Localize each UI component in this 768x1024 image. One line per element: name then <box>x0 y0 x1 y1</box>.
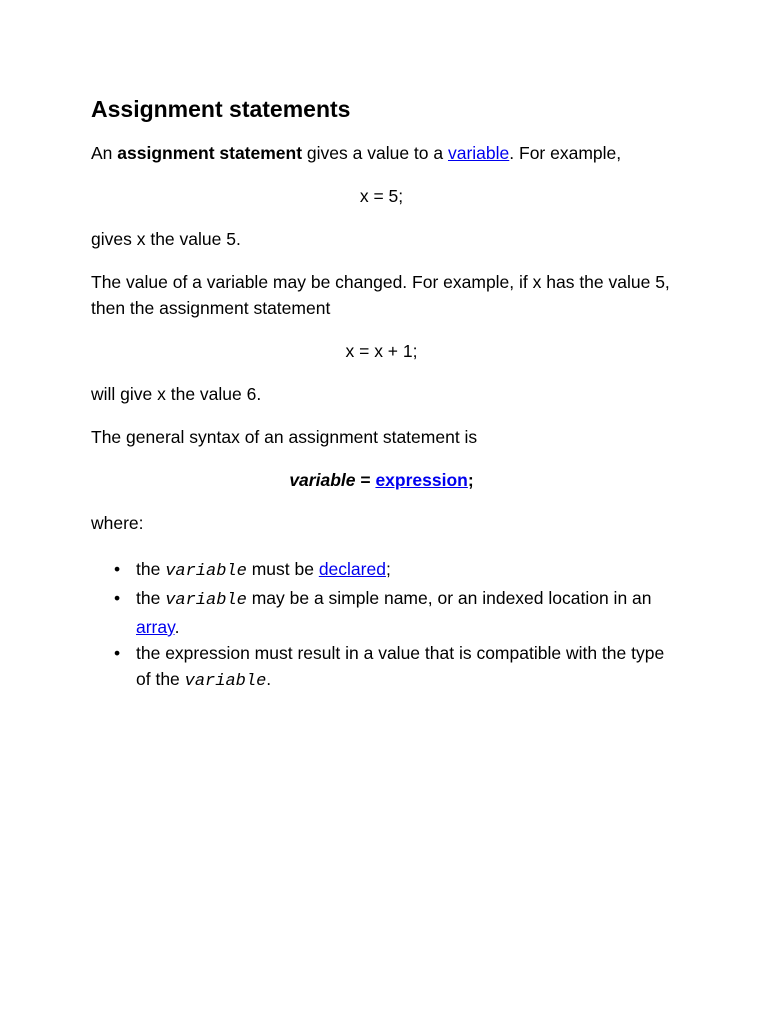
page-title: Assignment statements <box>91 96 351 122</box>
example-1: x = 5; <box>359 186 404 206</box>
expression-link[interactable]: expression <box>375 470 468 490</box>
bullet-icon: • <box>114 588 121 608</box>
code-term: variable <box>165 562 247 581</box>
list-item-text: ; <box>385 559 391 579</box>
syntax-variable: variable <box>289 470 356 490</box>
syntax-line <box>91 467 672 493</box>
intro-text-2: gives a value to a <box>302 143 448 163</box>
variable-link[interactable]: variable <box>447 143 510 163</box>
list-item-text: the <box>136 588 166 608</box>
array-link[interactable]: array <box>136 617 175 637</box>
list-item-text: . <box>174 617 180 637</box>
list-item-text: the expression must result in a value that is compatible with the type of the <box>136 643 665 689</box>
example-1-result: gives x the value 5. <box>91 229 241 249</box>
where-label: where: <box>91 513 144 533</box>
code-term: variable <box>165 591 247 610</box>
intro-paragraph <box>91 140 672 166</box>
change-paragraph: The value of a variable may be changed. For example, if x has the value 5, then the assignment statement <box>91 272 670 318</box>
list-item <box>114 640 672 695</box>
intro-text-1: An <box>91 143 118 163</box>
list-item-text: may be a simple name, or an indexed location in an <box>246 588 652 608</box>
declared-link[interactable]: declared <box>318 559 386 579</box>
list-item <box>114 556 672 585</box>
list-item-text: must be <box>246 559 319 579</box>
bullet-icon: • <box>114 643 121 663</box>
list-item-text: . <box>266 669 272 689</box>
example-2: x = x + 1; <box>345 341 418 361</box>
intro-bold-term: assignment statement <box>117 143 303 163</box>
example-2-result: will give x the value 6. <box>91 384 262 404</box>
code-term: variable <box>184 672 267 691</box>
list-item <box>114 585 672 640</box>
syntax-semicolon: ; <box>467 470 474 490</box>
intro-text-3: . For example, <box>509 143 622 163</box>
rules-list <box>91 556 672 695</box>
syntax-equals: = <box>355 470 376 490</box>
bullet-icon: • <box>114 559 121 579</box>
list-item-text: the <box>136 559 166 579</box>
syntax-intro: The general syntax of an assignment statement is <box>91 427 478 447</box>
